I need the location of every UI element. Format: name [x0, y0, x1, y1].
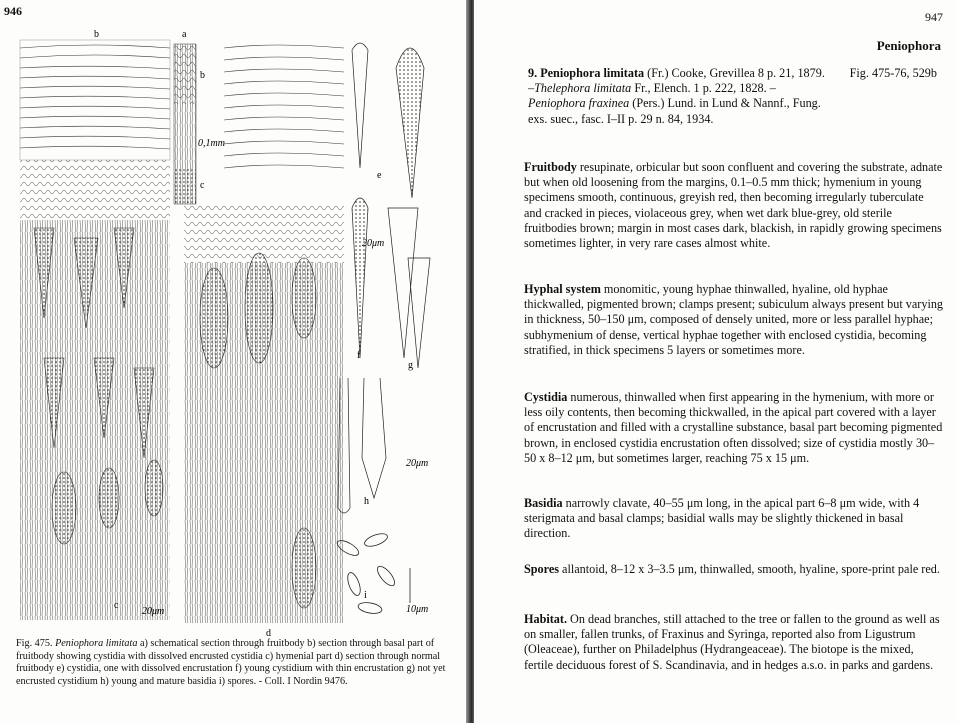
label-d: d	[266, 628, 271, 639]
section-text: monomitic, young hyphae thinwalled, hyaline, old hyphae thickwalled, pigmented brown; clamps present; subiculum always present but varying in thickness, 50–150 μm, composed of densely united, more or less parallel hyphae; subhymenium of dense, vertical hyphae together with enclosed cystidia, becoming stratified, in thick specimens 5 layers or sometimes more.	[524, 282, 944, 357]
section-basidia	[524, 496, 944, 542]
species-name: Peniophora limitata	[540, 66, 645, 80]
species-entry	[528, 66, 828, 127]
section-text: allantoid, 8–12 x 3–3.5 μm, thinwalled, smooth, hyaline, spore-print pale red.	[559, 562, 940, 576]
page-number: 947	[925, 10, 943, 24]
section-spores	[524, 562, 944, 577]
label-h: h	[364, 496, 369, 507]
basidia-drawings	[338, 378, 386, 513]
spores-drawing	[335, 531, 410, 615]
section-text: narrowly clavate, 40–55 μm long, in the apical part 6–8 μm wide, with 4 sterigmata and basal clamps; basidial walls may be slightly thickened in basal direction.	[524, 496, 920, 541]
label-b: b	[94, 29, 99, 40]
section-a-strip	[174, 44, 196, 204]
section-heading: Habitat.	[524, 612, 567, 626]
synonym-1: Thelephora limitata	[534, 81, 632, 96]
section-hyphal-system	[524, 282, 944, 358]
species-authority: (Fr.) Cooke, Grevillea 8 p. 21, 1879. –	[528, 66, 825, 96]
label-b2: b	[200, 70, 205, 81]
section-cystidia	[524, 390, 944, 466]
synonym-2: Peniophora fraxinea	[528, 96, 630, 111]
label-g: g	[408, 360, 413, 371]
section-fruitbody	[524, 160, 944, 251]
label-c: c	[114, 600, 119, 611]
scale-20um-a: 20μm	[362, 238, 385, 249]
page-number: 946	[4, 4, 22, 18]
section-heading: Spores	[524, 562, 559, 576]
section-d-drawing	[184, 45, 344, 623]
label-e: e	[377, 170, 382, 181]
scale-10um: 10μm	[406, 604, 429, 615]
label-f: f	[357, 350, 361, 361]
section-b-drawing	[20, 40, 170, 620]
label-i: i	[364, 590, 367, 601]
figure-plate	[14, 28, 454, 639]
scale-20um-c: 20μm	[142, 606, 165, 617]
label-a: a	[182, 29, 187, 40]
section-text: resupinate, orbicular but soon confluent and covering the substrate, adnate but when old loosening from the margins, 0.1–0.5 mm thick; hymenium in young specimens smooth, continuous, greyish red, then becoming irregularly tuberculate and cracked in pieces, violaceous grey, when wet dark blue-grey, old sterile fruitbodies brown; margin in most cases dark, blackish, in rapidly growing specimens sometimes lighter, in very rare cases almost white.	[524, 160, 943, 251]
right-page	[474, 0, 957, 723]
synonym-1-ref: Fr., Elench. 1 p. 222, 1828. –	[631, 81, 776, 96]
scale-20um-b: 20μm	[406, 458, 429, 469]
running-header: Peniophora	[876, 38, 941, 53]
section-text: On dead branches, still attached to the tree or fallen to the ground as well as on smaller, fallen trunks, of Fraxinus and Syringa, reported also from Ligustrum (Oleaceae), further on Philadelphus (Hydrangeaceae). The biotope is the mixed, fertile deciduous forest of S. Scandinavia, and in hedges a.s.o. in parks and gardens.	[524, 612, 940, 672]
caption-text: a) schematical section through fruitbody b) section through basal part of fruitbody showing cystidia with dissolved encrusted cystidia c) hymenial part d) section through normal fruitbody e) cystidia, one with dissolved encrustation f) young cystidium with thin encrustation g) not yet encrusted cystidium h) young and mature basidia i) spores. - Coll. I Nordin 9476.	[16, 638, 446, 687]
section-heading: Basidia	[524, 496, 563, 510]
entry-number: 9.	[528, 66, 538, 80]
left-page	[0, 0, 468, 723]
scale-0-1mm: 0,1mm	[198, 138, 225, 149]
section-heading: Fruitbody	[524, 160, 577, 174]
figure-caption	[16, 638, 456, 688]
caption-prefix: Fig. 475.	[16, 638, 53, 649]
section-text: numerous, thinwalled when first appearing in the hymenium, with more or less oily contents, then becoming thickwalled, in the apical part covered with a layer of encrustation and filled with a crystalline substance, basal part becoming pigmented brown, in enclosed cystidia encrustation often dissolved; size of cystidia mostly 30–50 x 8–12 μm, but sometimes larger, reaching 75 x 15 μm.	[524, 390, 943, 465]
figure-reference: Fig. 475-76, 529b	[849, 66, 937, 80]
section-heading: Hyphal system	[524, 282, 601, 296]
section-habitat	[524, 612, 944, 673]
synonym-2-ref: (Pers.) Lund. in Lund & Nannf., Fung. exs. suec., fasc. I–II p. 29 n. 84, 1934.	[528, 96, 821, 126]
label-c-top: c	[200, 180, 205, 191]
cystidia-drawings	[352, 43, 430, 368]
section-heading: Cystidia	[524, 390, 568, 404]
caption-species: Peniophora limitata	[55, 638, 138, 649]
